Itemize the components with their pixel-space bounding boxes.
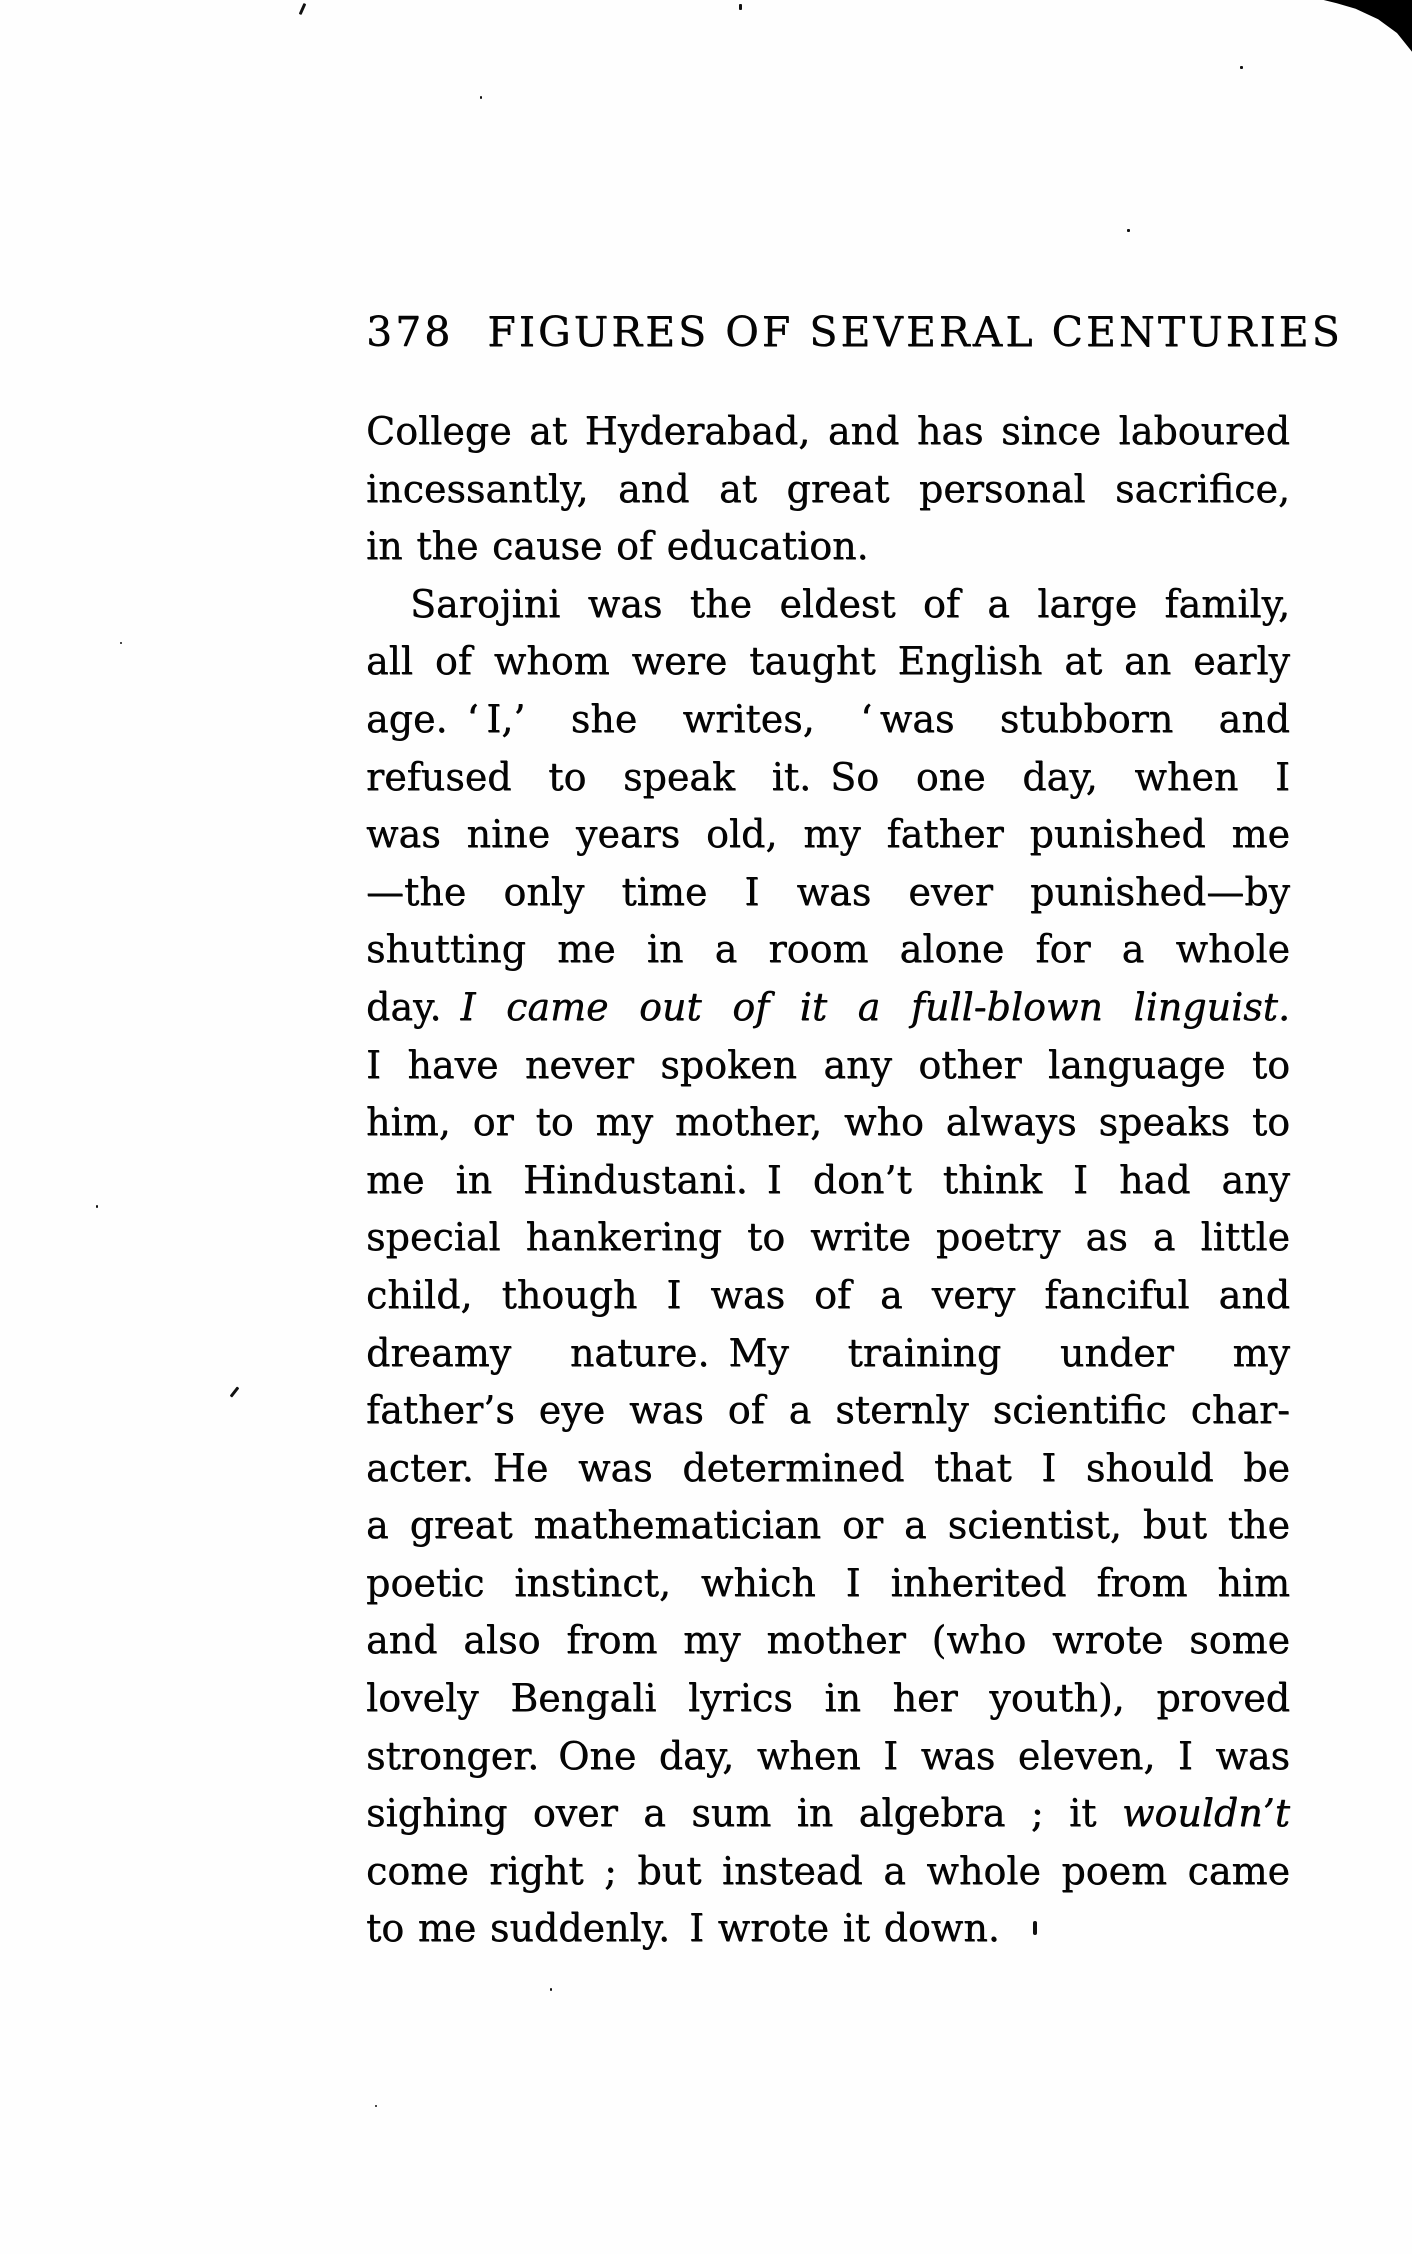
- text-line: [366, 921, 1290, 979]
- text-segment: me in Hindustani. I don’t think I had any: [366, 1157, 1290, 1202]
- text-line: [366, 1497, 1290, 1555]
- scan-speck: [120, 642, 122, 644]
- paragraph: [366, 403, 1290, 576]
- text-segment: a great mathematician or a scientist, but the: [366, 1503, 1290, 1548]
- scan-speck: [299, 3, 307, 15]
- page-title: FIGURES OF SEVERAL CENTURIES: [487, 308, 1343, 356]
- text-segment: come right ; but instead a whole poem came: [366, 1848, 1290, 1893]
- text-segment: shutting me in a room alone for a whole: [366, 927, 1290, 972]
- text-line: [366, 1843, 1290, 1901]
- text-line: [366, 403, 1290, 461]
- text-segment: all of whom were taught English at an early: [366, 639, 1290, 684]
- text-segment: —the only time I was ever punished—by: [366, 869, 1290, 914]
- scan-speck: [96, 1205, 98, 1208]
- text-line: [366, 1267, 1290, 1325]
- text-line: [366, 691, 1290, 749]
- text-segment: age. ‘ I,’ she writes, ‘ was stubborn and: [366, 696, 1290, 741]
- scan-speck: [1033, 1921, 1037, 1935]
- scan-speck: [739, 4, 742, 10]
- text-segment: dreamy nature. My training under my: [366, 1330, 1290, 1375]
- scan-corner-artifact: [1318, 0, 1412, 55]
- text-segment: in the cause of education.: [366, 524, 869, 569]
- text-line: [366, 1555, 1290, 1613]
- text-segment: child, though I was of a very fanciful and: [366, 1272, 1290, 1317]
- text-line: [366, 461, 1290, 519]
- text-line: [366, 1785, 1290, 1843]
- text-segment: poetic instinct, which I inherited from him: [366, 1560, 1290, 1605]
- text-line: [366, 1900, 1290, 1958]
- scan-speck: [1240, 66, 1243, 69]
- text-line: [366, 1440, 1290, 1498]
- text-segment: lovely Bengali lyrics in her youth), proved: [366, 1676, 1290, 1721]
- body-text: [366, 403, 1290, 1958]
- text-line: [366, 1670, 1290, 1728]
- scan-speck: [550, 1988, 552, 1991]
- text-line: [366, 979, 1290, 1037]
- italic-text-segment: wouldn’t: [1121, 1791, 1290, 1836]
- scan-speck: [230, 1386, 240, 1397]
- text-line: [366, 1094, 1290, 1152]
- text-line: [366, 1152, 1290, 1210]
- text-line: [366, 864, 1290, 922]
- text-segment: College at Hyderabad, and has since laboured: [366, 409, 1290, 453]
- text-segment: father’s eye was of a sternly scientific char-: [366, 1388, 1290, 1433]
- scan-speck: [375, 2105, 377, 2107]
- text-segment: and also from my mother (who wrote some: [366, 1618, 1290, 1663]
- text-line: [366, 1037, 1290, 1095]
- text-segment: was nine years old, my father punished me: [366, 812, 1290, 857]
- text-line: [366, 749, 1290, 807]
- text-line: [366, 1612, 1290, 1670]
- text-line: [366, 633, 1290, 691]
- text-line: [366, 576, 1290, 634]
- text-line: [366, 518, 1290, 576]
- text-segment: I have never spoken any other language to: [366, 1042, 1290, 1087]
- paragraph: [366, 576, 1290, 1958]
- text-line: [366, 1209, 1290, 1267]
- text-segment: special hankering to write poetry as a little: [366, 1215, 1290, 1260]
- text-line: [366, 806, 1290, 864]
- text-segment: day.: [366, 984, 461, 1029]
- text-line: [366, 1382, 1290, 1440]
- text-line: [366, 1728, 1290, 1786]
- text-segment: refused to speak it. So one day, when I: [366, 754, 1290, 799]
- text-segment: him, or to my mother, who always speaks to: [366, 1100, 1290, 1145]
- page-number: 378: [366, 308, 454, 356]
- running-header: [366, 308, 1343, 356]
- text-segment: incessantly, and at great personal sacrifice,: [366, 466, 1290, 511]
- scan-speck: [480, 96, 482, 99]
- text-segment: sighing over a sum in algebra ; it: [366, 1791, 1122, 1836]
- italic-text-segment: I came out of it a full-blown linguist.: [460, 984, 1290, 1029]
- text-line: [366, 1325, 1290, 1383]
- scan-speck: [1127, 229, 1130, 232]
- text-segment: acter. He was determined that I should be: [366, 1445, 1290, 1490]
- text-segment: to me suddenly. I wrote it down.: [366, 1906, 1000, 1951]
- text-segment: Sarojini was the eldest of a large family,: [410, 581, 1290, 626]
- text-segment: stronger. One day, when I was eleven, I was: [366, 1733, 1290, 1778]
